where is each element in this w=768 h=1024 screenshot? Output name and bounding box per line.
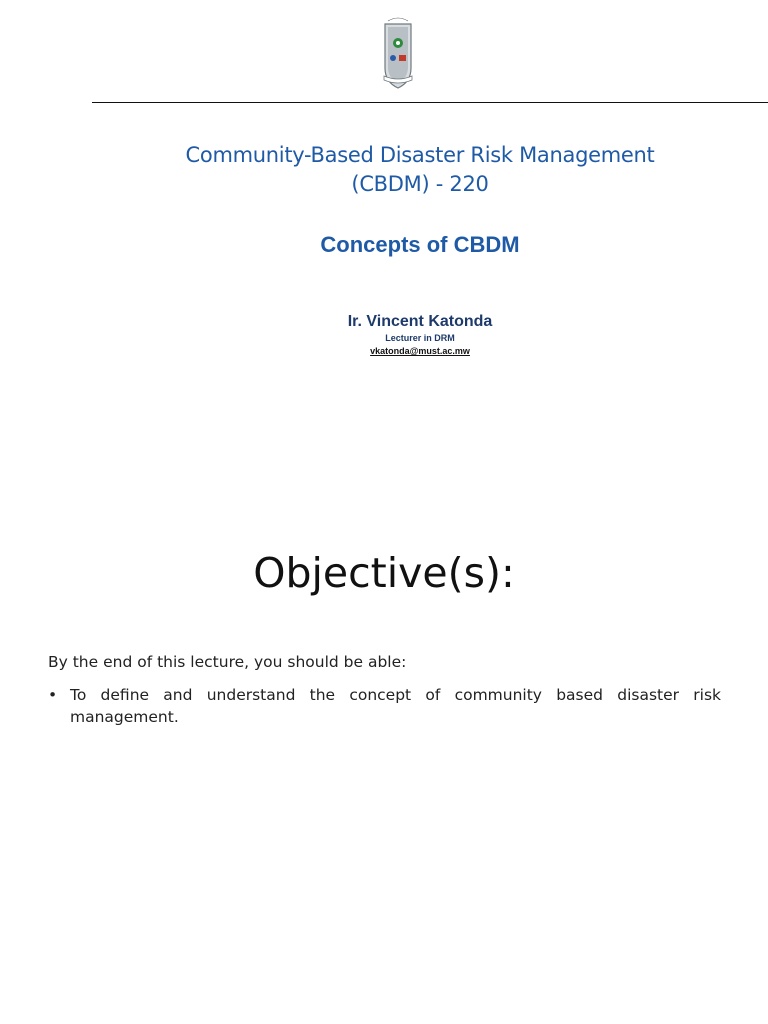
- objectives-heading: Objective(s):: [253, 549, 515, 597]
- author-email-link[interactable]: vkatonda@must.ac.mw: [370, 346, 470, 356]
- objectives-intro: By the end of this lecture, you should be able:: [48, 653, 407, 671]
- author-name: Ir. Vincent Katonda: [347, 313, 493, 330]
- header-divider: [92, 102, 768, 103]
- university-crest-icon: [382, 16, 414, 92]
- lecture-subtitle: Concepts of CBDM: [320, 232, 520, 257]
- bullet-text: To define and understand the concept of community based disaster risk management.: [70, 686, 721, 726]
- list-item: [48, 684, 721, 728]
- title-slide: [0, 0, 768, 470]
- bullet-marker: •: [48, 686, 58, 704]
- objectives-list: [48, 684, 721, 728]
- author-role: Lecturer in DRM: [385, 333, 455, 343]
- course-title: Community-Based Disaster Risk Management (CBDM) - 220: [185, 143, 655, 196]
